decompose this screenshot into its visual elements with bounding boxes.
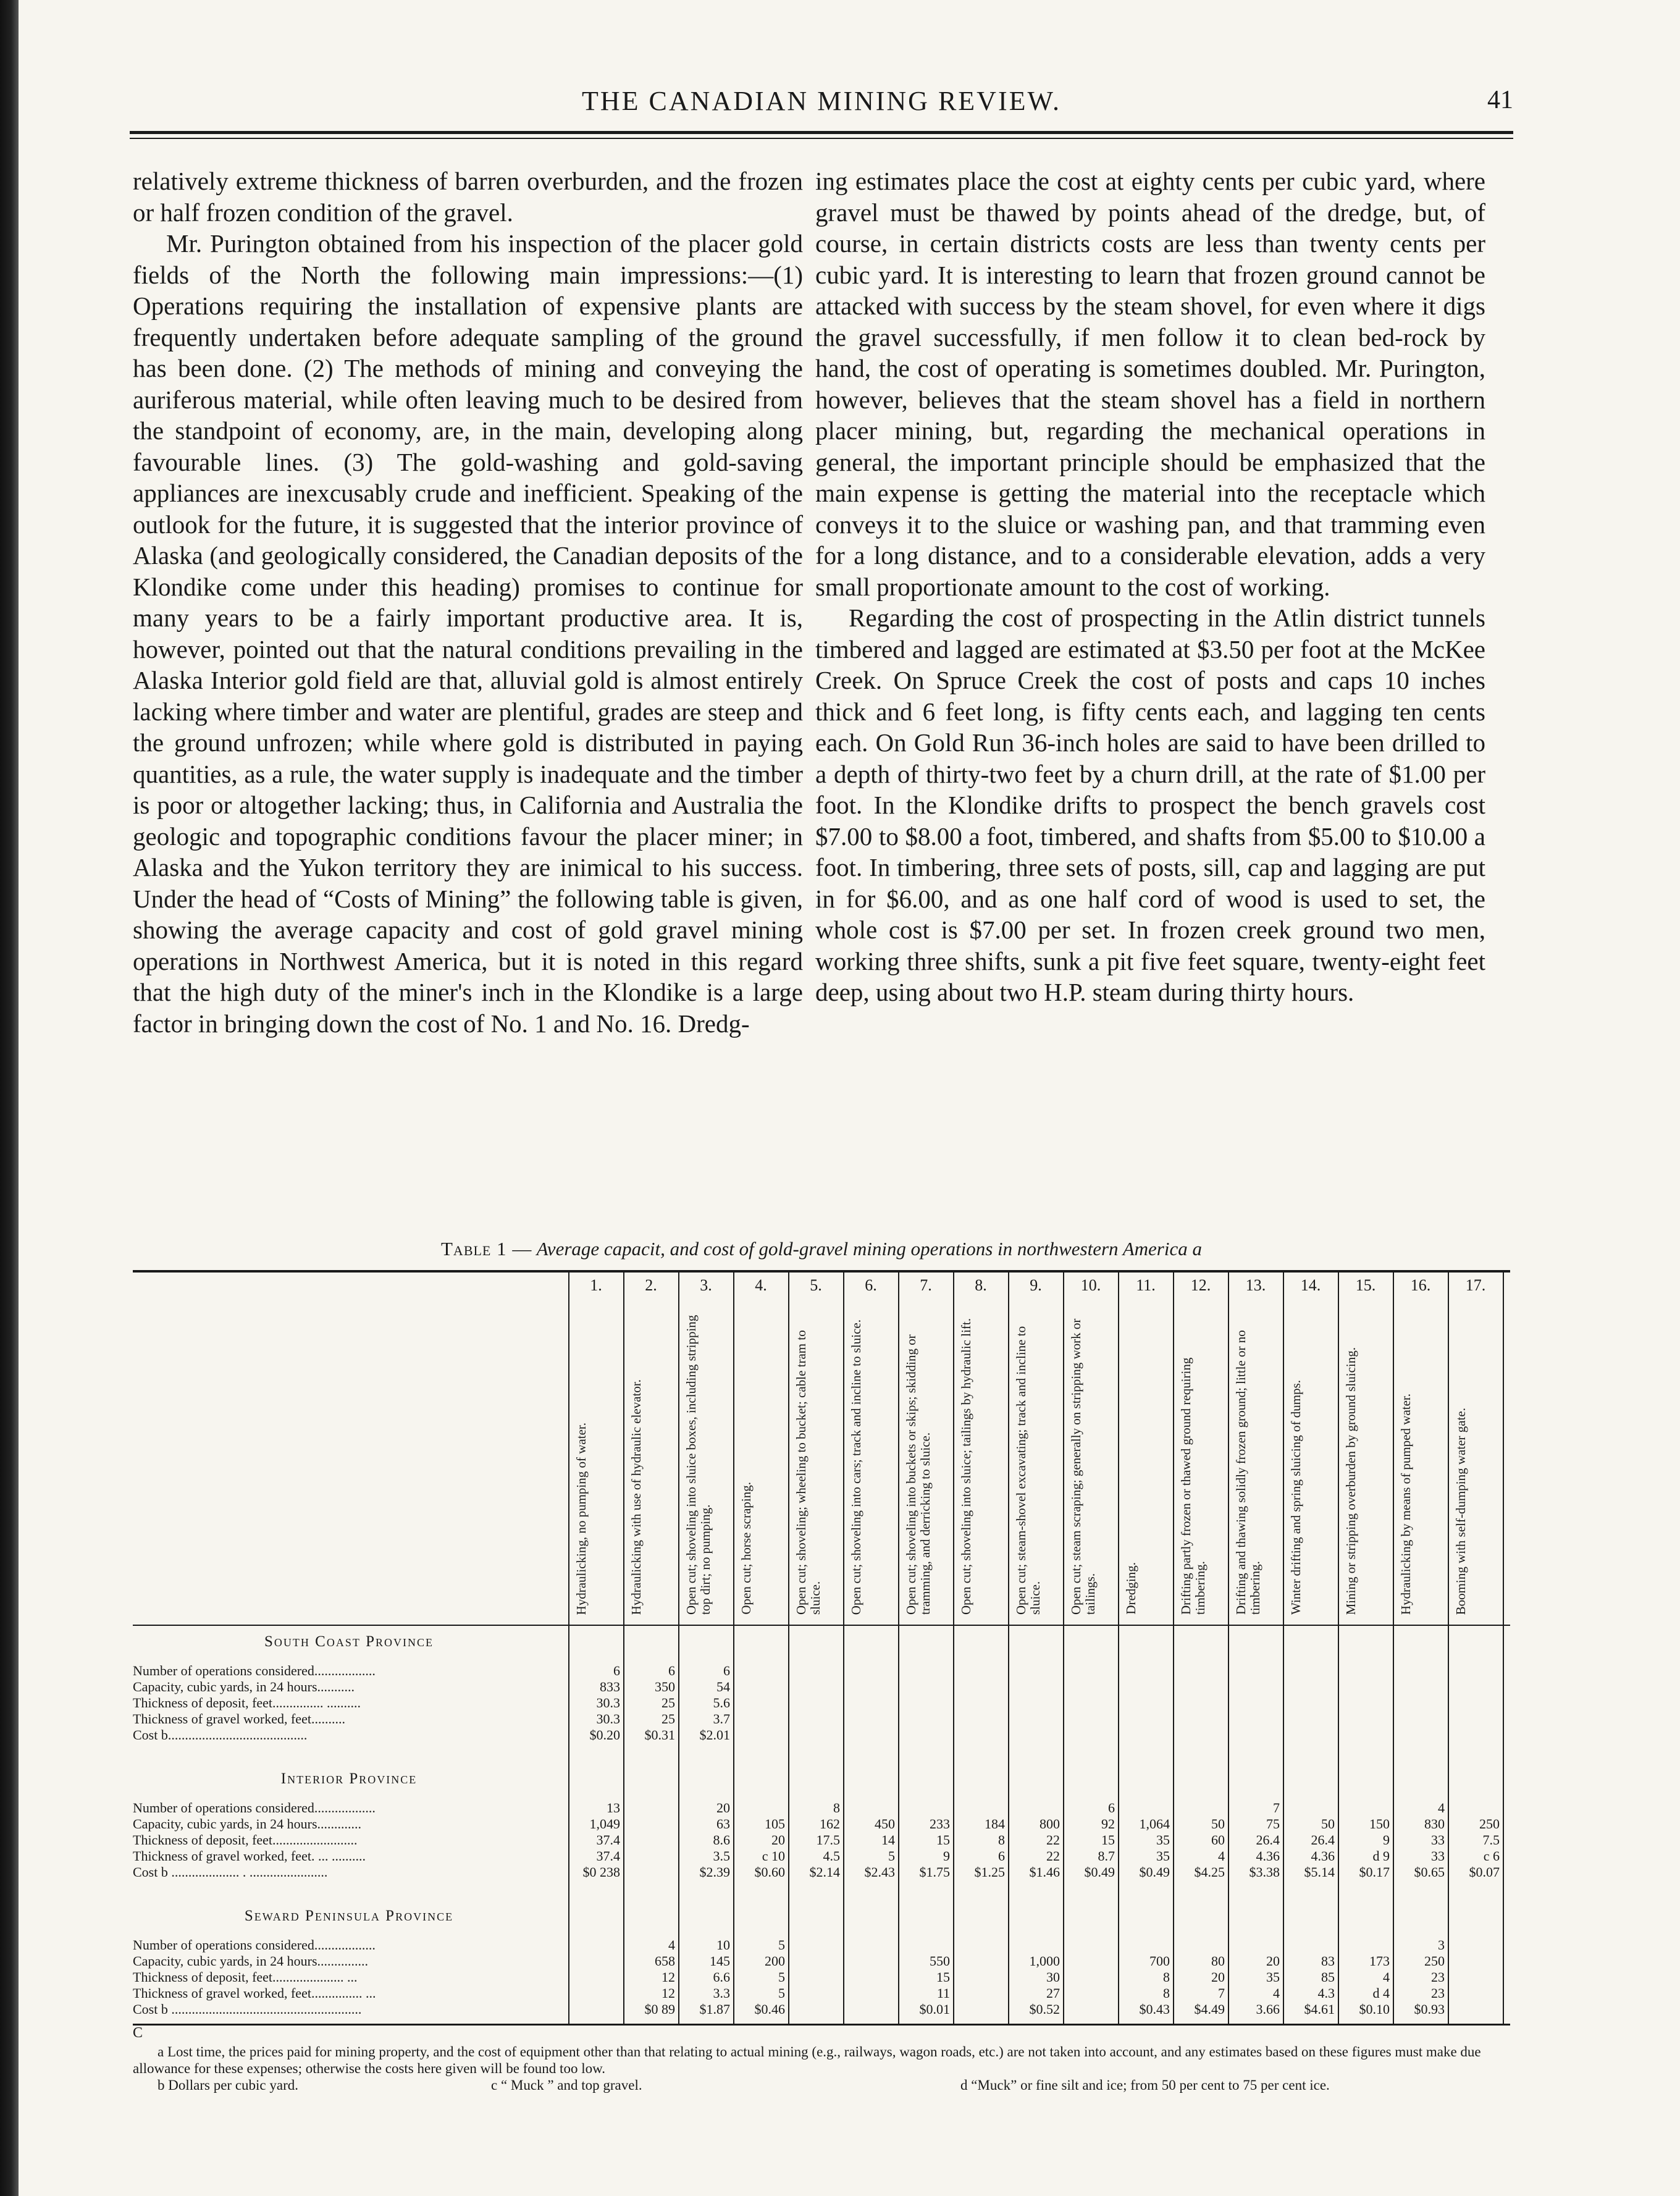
table-column-number: 14. (1300, 1276, 1321, 1294)
table-cell: 8.7 (1098, 1848, 1115, 1864)
table-cell: 26.4 (1256, 1832, 1280, 1848)
left-paragraph-1: relatively extreme thickness of barren overburden, and the frozen or half frozen condition of the gravel. (133, 167, 803, 227)
table-cell: 30.3 (596, 1711, 620, 1727)
table-cell: $2.01 (699, 1727, 730, 1743)
table-cell: c 10 (762, 1848, 785, 1864)
table-column-header (844, 1312, 897, 1615)
table-column-header-text: Drifting and thawing solidly frozen ground; little or no timbering. (1233, 1330, 1262, 1615)
table-column-header (734, 1312, 788, 1615)
table-row-label: Number of operations considered.................. (133, 1800, 376, 1815)
table-cell: $1.75 (919, 1864, 950, 1880)
table-column-rule (1503, 1273, 1504, 2024)
footnote-a: a Lost time, the prices paid for mining property, and the cost of equipment other than that relating to actual mining (e.g., railways, wagon roads, etc.) are not taken into account, and any estimates based on these figures must make due allowance for these expenses; otherwise the costs here given will be found too low. (133, 2044, 1481, 2076)
table-column-number: 13. (1245, 1276, 1266, 1294)
table-column-header (789, 1312, 842, 1615)
table-column-header (569, 1312, 623, 1615)
table-cell: 9 (1383, 1832, 1390, 1848)
table-cell: 830 (1424, 1816, 1445, 1832)
table-column-header-text: Open cut; shoveling into sluice boxes, including stripping top dirt; no pumping. (684, 1315, 713, 1615)
table-column-header-text: Mining or stripping overburden by ground sluicing. (1343, 1347, 1358, 1615)
table-column-number: 6. (865, 1276, 877, 1294)
table-cell: $0 238 (582, 1864, 620, 1880)
table-cell: 20 (1211, 1969, 1225, 1985)
cost-table (133, 1270, 1510, 2036)
table-cell: 37.4 (596, 1848, 620, 1864)
table-cell: 162 (820, 1816, 840, 1832)
table-cell: 250 (1424, 1953, 1445, 1969)
table-row-label: Thickness of deposit, feet............... .......... (133, 1695, 361, 1710)
table-cell: 200 (765, 1953, 785, 1969)
table-cell: 6.6 (713, 1969, 730, 1985)
table-cell: 30 (1046, 1969, 1060, 1985)
table-column-header-text: Open cut; shoveling into cars; track and incline to sluice. (849, 1319, 863, 1615)
table-column-number: 12. (1190, 1276, 1211, 1294)
table-column-header-text: Open cut; shoveling into buckets or skips; skidding or tramming, and derricking to sluice. (904, 1334, 933, 1615)
table-row-label: Thickness of deposit, feet......................... (133, 1832, 358, 1848)
table-cell: 15 (936, 1832, 950, 1848)
table-cell: 83 (1321, 1953, 1335, 1969)
table-cell: 17.5 (816, 1832, 840, 1848)
table-column-number: 1. (590, 1276, 602, 1294)
table-cell: $0.43 (1139, 2001, 1170, 2017)
table-column-header (1229, 1312, 1282, 1615)
table-cell: $1.25 (974, 1864, 1005, 1880)
table-cell: 6 (998, 1848, 1005, 1864)
table-cell: 450 (875, 1816, 895, 1832)
table-column-number: 3. (700, 1276, 712, 1294)
table-cell: 33 (1431, 1832, 1445, 1848)
table-caption-label: Table 1 — (441, 1238, 532, 1260)
table-cell: $4.49 (1194, 2001, 1225, 2017)
table-cell: 173 (1369, 1953, 1390, 1969)
book-binding-edge (0, 0, 19, 2196)
table-cell: 150 (1369, 1816, 1390, 1832)
table-row-label: Cost b......................................... (133, 1727, 308, 1743)
table-column-header-text: Hydraulicking with use of hydraulic elevator. (629, 1379, 644, 1615)
table-cell: 350 (655, 1679, 675, 1694)
table-column-header-text: Open cut; horse scraping. (739, 1482, 754, 1615)
journal-title: THE CANADIAN MINING REVIEW. (582, 86, 1061, 116)
table-row-label: Capacity, cubic yards, in 24 hours............... (133, 1953, 369, 1969)
table-cell: 4 (1438, 1800, 1445, 1815)
table-cell: 4.5 (823, 1848, 840, 1864)
table-cell: 3.66 (1256, 2001, 1280, 2017)
table-row-label: Thickness of gravel worked, feet............... ... (133, 1985, 376, 2001)
table-cell: 4 (1218, 1848, 1225, 1864)
right-text-column (815, 166, 1485, 1008)
table-row-label: Cost b .................... . ....................... (133, 1864, 328, 1880)
table-cell: d 9 (1372, 1848, 1390, 1864)
table-cell: 7.5 (1482, 1832, 1500, 1848)
table-cell: 4 (1273, 1985, 1280, 2001)
table-cell: 15 (936, 1969, 950, 1985)
table-cell: $0.10 (1359, 2001, 1390, 2017)
table-cell: 37.4 (596, 1832, 620, 1848)
table-cell: 1,000 (1029, 1953, 1060, 1969)
table-cell: 12 (662, 1969, 675, 1985)
table-cell: 20 (771, 1832, 785, 1848)
table-cell: 184 (985, 1816, 1005, 1832)
header-rule-thin (130, 138, 1513, 139)
table-cell: 11 (936, 1985, 950, 2001)
table-header-rule (133, 1625, 1510, 1626)
table-cell: 10 (716, 1937, 730, 1953)
table-cell: 550 (930, 1953, 950, 1969)
left-text-column (133, 166, 803, 1039)
table-cell: 80 (1211, 1953, 1225, 1969)
table-cell: 23 (1431, 1985, 1445, 2001)
table-cell: 4.36 (1311, 1848, 1335, 1864)
table-column-header-text: Hydraulicking, no pumping of water. (574, 1422, 589, 1615)
table-cell: 4.3 (1317, 1985, 1335, 2001)
table-cell: $1.46 (1029, 1864, 1060, 1880)
table-cell: $0.20 (589, 1727, 620, 1743)
table-cell: 5 (888, 1848, 895, 1864)
table-column-header (624, 1312, 678, 1615)
table-column-header-text: Open cut; shoveling into sluice; tailings by hydraulic lift. (959, 1318, 973, 1615)
table-cell: $0 89 (644, 2001, 675, 2017)
table-cell: 7 (1273, 1800, 1280, 1815)
table-cell: 3.3 (713, 1985, 730, 2001)
table-column-header (1119, 1312, 1172, 1615)
table-column-header-text: Open cut; steam-shovel excavating; track and incline to sluice. (1014, 1326, 1043, 1615)
table-cell: 35 (1266, 1969, 1280, 1985)
table-column-header (1174, 1312, 1227, 1615)
table-cell: $2.43 (864, 1864, 895, 1880)
table-cell: 15 (1101, 1832, 1115, 1848)
table-cell: 8.6 (713, 1832, 730, 1848)
table-cell: 6 (613, 1663, 620, 1678)
table-cell: $0.01 (919, 2001, 950, 2017)
table-row-label: Number of operations considered.................. (133, 1663, 376, 1678)
table-cell: 20 (1266, 1953, 1280, 1969)
table-cell: $0.17 (1359, 1864, 1390, 1880)
table-row-label: Capacity, cubic yards, in 24 hours........... (133, 1679, 355, 1694)
table-column-header-text: Open cut; steam scraping; generally on stripping work or tailings. (1069, 1318, 1098, 1615)
table-column-number: 15. (1355, 1276, 1376, 1294)
table-cell: 6 (668, 1663, 675, 1678)
table-cell: 12 (662, 1985, 675, 2001)
table-cell: 6 (723, 1663, 730, 1678)
table-cell: 26.4 (1311, 1832, 1335, 1848)
table-cell: 700 (1149, 1953, 1170, 1969)
table-cell: 25 (662, 1711, 675, 1727)
table-cell: 14 (881, 1832, 895, 1848)
table-section-title: Interior Province (280, 1770, 418, 1787)
table-cell: 8 (1163, 1969, 1170, 1985)
table-column-header (1394, 1312, 1447, 1615)
table-caption-note: a (1192, 1238, 1202, 1260)
table-cell: 250 (1479, 1816, 1500, 1832)
table-cell: 30.3 (596, 1695, 620, 1710)
table-cell: $0.52 (1029, 2001, 1060, 2017)
table-cell: 6 (1108, 1800, 1115, 1815)
table-cell: $0.49 (1139, 1864, 1170, 1880)
table-cell: 54 (716, 1679, 730, 1694)
table-footnotes (133, 2025, 1510, 2093)
table-cell: 50 (1211, 1816, 1225, 1832)
table-cell: 145 (710, 1953, 730, 1969)
table-column-number: 8. (975, 1276, 987, 1294)
table-cell: 1,064 (1139, 1816, 1170, 1832)
footnote-d: d “Muck” or fine silt and ice; from 50 per cent to 75 per cent ice. (960, 2077, 1330, 2093)
table-column-header (899, 1312, 952, 1615)
table-cell: 33 (1431, 1848, 1445, 1864)
table-column-number: 10. (1080, 1276, 1101, 1294)
right-paragraph-1: ing estimates place the cost at eighty cents per cubic yard, where gravel must be thawed by points ahead of the dredge, but, of course, in certain districts costs are less than twenty cents per cubic yard. It is interesting to learn that frozen ground cannot be attacked with success by the steam shovel, for even where it digs the gravel successfully, if men follow it to clean bed-rock by hand, the cost of operating is sometimes doubled. Mr. Purington, however, believes that the steam shovel has a field in northern placer mining, but, regarding the mechanical operations in general, the important principle should be emphasized that the main expense is getting the material into the receptacle which conveys it to the sluice or washing pan, and that tramming even for a long distance, and to a considerable elevation, adds a very small proportionate amount to the cost of working. (815, 167, 1485, 601)
table-cell: 35 (1156, 1832, 1170, 1848)
table-cell: 233 (930, 1816, 950, 1832)
table-cell: 3 (1438, 1937, 1445, 1953)
table-top-rule (133, 1270, 1510, 1273)
table-cell: 75 (1266, 1816, 1280, 1832)
table-cell: $0.93 (1414, 2001, 1445, 2017)
footnote-c-mark: C (133, 2025, 143, 2041)
table-cell: 7 (1218, 1985, 1225, 2001)
table-row-label: Thickness of gravel worked, feet.......... (133, 1711, 345, 1727)
table-column-number: 9. (1030, 1276, 1042, 1294)
table-cell: 92 (1101, 1816, 1115, 1832)
table-cell: 4 (668, 1937, 675, 1953)
left-paragraph-2: Mr. Purington obtained from his inspection of the placer gold fields of the North the following main impressions:—(1) Operations requiring the installation of expensive plants are frequently undertaken before adequate sampling of the ground has been done. (2) The methods of mining and conveying the auriferous material, while often leaving much to be desired from the standpoint of economy, are, in the main, developing along favourable lines. (3) The gold-washing and gold-saving appliances are inexcusably crude and inefficient. Speaking of the outlook for the future, it is suggested that the interior province of Alaska (and geologically considered, the Canadian deposits of the Klondike come under this heading) promises to continue for many years to be a fairly important productive area. It is, however, pointed out that the natural conditions prevailing in the Alaska Interior gold field are that, alluvial gold is almost entirely lacking where timber and water are plentiful, grades are steep and the ground unfrozen; while where gold is distributed in paying quantities, as a rule, the water supply is inadequate and the timber is poor or altogether lacking; thus, in California and Australia the geologic and topographic conditions favour the placer miner; in Alaska and the Yukon territory they are inimical to his success. Under the head of “Costs of Mining” the following table is given, showing the average capacity and cost of gold gravel mining operations in Northwest America, but it is noted in this regard that the high duty of the miner's inch in the Klondike is a large factor in bringing down the cost of No. 1 and No. 16. Dredg- (133, 229, 803, 1038)
table-cell: 4 (1383, 1969, 1390, 1985)
table-cell: 27 (1046, 1985, 1060, 2001)
table-cell: $0.31 (644, 1727, 675, 1743)
footnote-c: c “ Muck ” and top gravel. (491, 2077, 642, 2093)
table-cell: 800 (1040, 1816, 1060, 1832)
table-cell: 35 (1156, 1848, 1170, 1864)
table-column-number: 2. (645, 1276, 657, 1294)
table-cell: 3.7 (713, 1711, 730, 1727)
table-cell: 8 (998, 1832, 1005, 1848)
table-row-label: Cost b ........................................................ (133, 2001, 362, 2017)
table-cell: 9 (943, 1848, 950, 1864)
table-column-header (679, 1312, 733, 1615)
table-row-label: Thickness of deposit, feet..................... ... (133, 1969, 358, 1985)
table-cell: 5 (778, 1969, 785, 1985)
table-cell: $0.60 (754, 1864, 785, 1880)
header-rule-thick (130, 131, 1513, 134)
table-cell: 8 (1163, 1985, 1170, 2001)
table-cell: 833 (600, 1679, 620, 1694)
page-number: 41 (1487, 86, 1513, 114)
table-cell: 22 (1046, 1832, 1060, 1848)
table-cell: 4.36 (1256, 1848, 1280, 1864)
table-row-label: Capacity, cubic yards, in 24 hours............. (133, 1816, 362, 1832)
table-cell: $0.49 (1084, 1864, 1115, 1880)
table-column-number: 4. (755, 1276, 767, 1294)
table-cell: $4.25 (1194, 1864, 1225, 1880)
table-cell: $0.65 (1414, 1864, 1445, 1880)
table-column-number: 5. (810, 1276, 822, 1294)
table-cell: $1.87 (699, 2001, 730, 2017)
table-cell: 22 (1046, 1848, 1060, 1864)
table-cell: $0.07 (1469, 1864, 1500, 1880)
table-cell: $3.38 (1249, 1864, 1280, 1880)
page-header (130, 85, 1513, 122)
table-column-header (1449, 1312, 1502, 1615)
table-cell: 5 (778, 1985, 785, 2001)
table-cell: d 4 (1372, 1985, 1390, 2001)
table-column-header (954, 1312, 1007, 1615)
table-cell: 63 (716, 1816, 730, 1832)
table-column-header-text: Hydraulicking by means of pumped water. (1398, 1393, 1413, 1615)
table-cell: $0.46 (754, 2001, 785, 2017)
table-cell: 8 (833, 1800, 840, 1815)
table-column-number: 7. (920, 1276, 932, 1294)
table-cell: 1,049 (589, 1816, 620, 1832)
table-cell: $2.14 (809, 1864, 840, 1880)
table-cell: 20 (716, 1800, 730, 1815)
table-cell: 105 (765, 1816, 785, 1832)
table-column-header (1009, 1312, 1062, 1615)
table-cell: 60 (1211, 1832, 1225, 1848)
table-column-number: 17. (1465, 1276, 1486, 1294)
table-column-header-text: Winter drifting and spring sluicing of dumps. (1288, 1379, 1303, 1615)
table-cell: 3.5 (713, 1848, 730, 1864)
table-caption (133, 1238, 1510, 1260)
table-column-number: 11. (1136, 1276, 1156, 1294)
table-cell: 658 (655, 1953, 675, 1969)
table-cell: $2.39 (699, 1864, 730, 1880)
table-cell: 23 (1431, 1969, 1445, 1985)
table-column-header-text: Dredging. (1124, 1562, 1138, 1615)
footnote-row (133, 2077, 1510, 2093)
table-cell: c 6 (1483, 1848, 1500, 1864)
table-column-header (1339, 1312, 1392, 1615)
table-section-title: Seward Peninsula Province (244, 1908, 454, 1924)
table-section-title: South Coast Province (264, 1633, 434, 1650)
table-bottom-rule (133, 2024, 1510, 2026)
footnote-b: b Dollars per cubic yard. (158, 2077, 299, 2093)
table-caption-text: Average capacit, and cost of gold-gravel mining operations in northwestern America (536, 1238, 1188, 1260)
table-column-number: 16. (1410, 1276, 1431, 1294)
table-column-header-text: Open cut; shoveling; wheeling to bucket; cable tram to sluice. (794, 1330, 823, 1615)
table-cell: 5 (778, 1937, 785, 1953)
right-paragraph-2: Regarding the cost of prospecting in the Atlin district tunnels timbered and lagged are estimated at $3.50 per foot at the McKee Creek. On Spruce Creek the cost of posts and caps 10 inches thick and 6 feet long, is fifty cents each, and lagging ten cents each. On Gold Run 36-inch holes are said to have been drilled to a depth of thirty-two feet by a churn drill, at the rate of $1.00 per foot. In the Klondike drifts to prospect the bench gravels cost $7.00 to $8.00 a foot, timbered, and shafts from $5.00 to $10.00 a foot. In timbering, three sets of posts, sill, cap and lagging are put in for $6.00, and as one half cord of wood is used to set, the whole cost is $7.00 per set. In frozen creek ground two men, working three shifts, sunk a pit five feet square, twenty-eight feet deep, using about two H.P. steam during thirty hours. (815, 604, 1485, 1006)
table-cell: 13 (607, 1800, 620, 1815)
table-cell: 5.6 (713, 1695, 730, 1710)
table-column-header (1064, 1312, 1117, 1615)
table-cell: $5.14 (1304, 1864, 1335, 1880)
table-cell: 25 (662, 1695, 675, 1710)
table-cell: 85 (1321, 1969, 1335, 1985)
table-column-header (1284, 1312, 1337, 1615)
table-column-header-text: Drifting partly frozen or thawed ground requiring timbering. (1178, 1357, 1208, 1615)
table-row-label: Number of operations considered.................. (133, 1937, 376, 1953)
table-column-header-text: Booming with self-dumping water gate. (1453, 1407, 1468, 1615)
table-row-label: Thickness of gravel worked, feet. ... .......... (133, 1848, 366, 1864)
table-cell: $4.61 (1304, 2001, 1335, 2017)
table-cell: 50 (1321, 1816, 1335, 1832)
